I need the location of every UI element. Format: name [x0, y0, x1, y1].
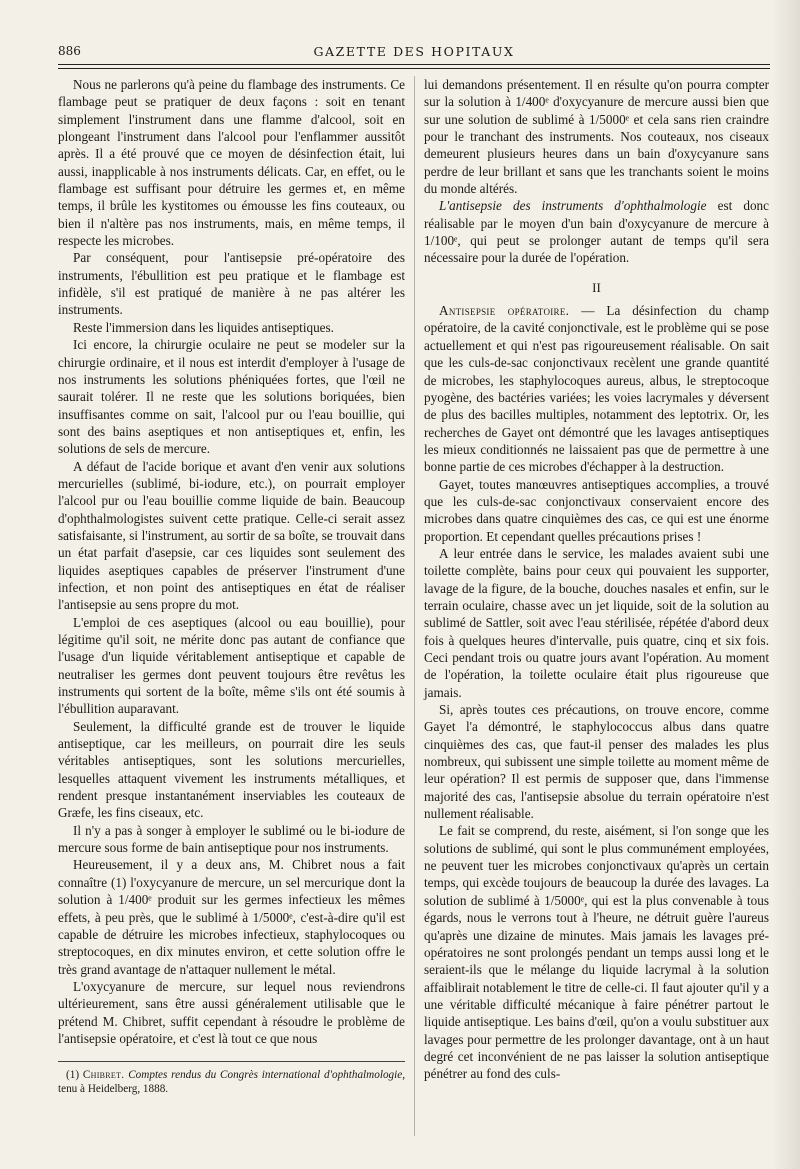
paragraph: L'emploi de ces aseptiques (alcool ou eau bouillie), pour légitime qu'il soit, ne mérite donc pas autant de confiance que l'usage d'un liquide véritablement antiseptique et capable de neutraliser les germes dont peuvent toujours être revêtus les instruments qui sortent de la boîte, même s'ils ont été soumis à l'ébullition auparavant.: [58, 614, 405, 717]
column-separator: [414, 76, 415, 1136]
paragraph: Il n'y a pas à songer à employer le sublimé ou le bi-iodure de mercure sous forme de bain antiseptique pour nos instruments.: [58, 822, 405, 856]
paragraph-rest: est donc réalisable par le moyen d'un bain d'oxycyanure de mercure à 1/100ᵉ, qui peut se prolonger autant de temps qu'il sera nécessaire pour la durée de l'opération.: [424, 198, 769, 266]
paragraph: A leur entrée dans le service, les malades avaient subi une toilette complète, bains pour ceux qui pouvaient les supporter, lavage de la figure, de la bouche, douches nasales et enfin, sur le terrain oculaire, chasse avec un jet liquide, soit de la solution au sublimé de Sattler, soit avec l'eau stérilisée, répétée d'abord deux fois à quelques heures d'intervalle, puis quatre, cinq et six fois. Ceci pendant trois ou quatre jours avant l'opération. Au moment de l'opération, la toilette oculaire était plus rigoureuse que jamais.: [424, 545, 769, 700]
paragraph: Le fait se comprend, du reste, aisément, si l'on songe que les solutions de sublimé, qui sont le plus communément employées, ne peuvent tuer les microbes conjonctivaux qu'après un certain temps, qui excède toujours de beaucoup la durée des lavages. La solution de sublimé à 1/5000ᵉ, qui est la plus convenable à tous égards, nous le verrons tout à l'heure, ne détruit guère l'aureus qu'après une dizaine de minutes. Mais jamais les lavages pré-opératoires ne sont prolongés pendant un temps aussi long et le seraient-ils que le mélange du liquide lacrymal à la solution affaiblirait notablement le titre de celle-ci. Il faut ajouter qu'il y a une véritable difficulté mécanique à faire pénétrer partout le liquide antiseptique. Les bains d'œil, qu'on a voulu substituer aux lavages pour permettre de les prolonger davantage, ont à un haut degré cet inconvénient de ne pas laisser la solution antiseptique pénétrer au fond des culs-: [424, 823, 769, 1082]
paragraph: lui demandons présentement. Il en résulte qu'on pourra compter sur la solution à 1/400ᵉ d'oxycyanure de mercure aussi bien que sur une solution de sublimé à 1/5000ᵉ et cela sans rien craindre pour le tranchant des instruments. Nos couteaux, nos ciseaux demeurent plusieurs heures dans un bain d'oxycyanure sans perdre de leur brillant et sans que les tranchants soient le moins du monde altérés.: [424, 77, 769, 197]
paragraph: Par conséquent, pour l'antisepsie pré-opératoire des instruments, l'ébullition est peu pratique et le flambage est infidèle, s'il est pratiqué de manière à ne pas altérer les instruments.: [58, 250, 405, 318]
header-rule-top: [58, 64, 770, 65]
paragraph: Heureusement, il y a deux ans, M. Chibret nous a fait connaître (1) l'oxycyanure de mercure, un sel mercurique dont la solution à 1/400ᵉ produit sur les germes infectieux les mêmes effets, à peu près, que le sublimé à 1/5000ᵉ, c'est-à-dire qu'il est capable de détruire les microbes infectieux, staphylocoques ou streptocoques, en dix minutes environ, et cette solution offre le très grand avantage de n'attaquer nullement le métal.: [58, 857, 405, 977]
footnote-rest: tenu à Heidelberg, 1888.: [58, 1083, 169, 1096]
page-edge-shadow: [772, 0, 800, 1169]
left-column: [58, 76, 405, 1096]
section-heading-paragraph: [424, 302, 769, 475]
paragraph: Gayet, toutes manœuvres antiseptiques accomplies, a trouvé que les culs-de-sac conjonctivaux conservaient encore des microbes dans quatre cinquièmes des cas, ce qui est une énorme proportion. Et cependant quelles précautions prises !: [424, 476, 769, 544]
section-title: Antisepsie opératoire.: [439, 303, 570, 319]
page-header: [58, 44, 770, 62]
section-text: — La désinfection du champ opératoire, de la cavité conjonctivale, est le problème qui se pose actuellement et qui n'est pas rigoureusement réalisable. On sait que les culs-de-sac conjonctivaux recèlent une grande quantité de microbes, les staphylocoques aureus, albus, le streptocoque pyogène, des bactéries variées; les voies lacrymales y déversent de plus des bacilles multiples, notamment des leptotrix. Or, les recherches de Gayet ont démontré que les lavages antiseptiques les mieux conditionnés ne laissaient pas que de permettre à une bonne partie de ces microbes d'échapper à la destruction.: [424, 303, 770, 475]
footnote-author: Chibret.: [82, 1069, 125, 1082]
page-number: 886: [58, 44, 81, 58]
paragraph: Si, après toutes ces précautions, on trouve encore, comme Gayet l'a démontré, le staphylococcus albus dans quatre cinquièmes des cas, que faut-il penser des malades les plus nombreux, qui subissent une simple toilette au moment même de leur opération? Il est permis de supposer que, dans l'immense majorité des cas, l'antisepsie absolue du terrain opératoire n'est nullement réalisable.: [424, 702, 769, 822]
paragraph: L'oxycyanure de mercure, sur lequel nous reviendrons ultérieurement, sans être aussi généralement utilisable que le prétend M. Chibret, suffit cependant à résoudre le problème de l'antisepsie opératoire, et c'est là tout ce que nous: [58, 978, 405, 1046]
paragraph: Seulement, la difficulté grande est de trouver le liquide antiseptique, car les meilleurs, on pourrait dire les seuls véritables antiseptiques, sont les solutions mercurielles, lesquelles attaquent vivement les instruments métalliques, et rendent presque instantanément inserviables les couteaux de Græfe, les fins ciseaux, etc.: [58, 718, 405, 821]
footnote: [58, 1068, 405, 1096]
paragraph: [424, 197, 769, 266]
paragraph: Ici encore, la chirurgie oculaire ne peut se modeler sur la chirurgie ordinaire, et il nous est interdit d'employer à l'usage de nos instruments les solutions phéniquées fortes, que l'œil ne saurait tolérer. Il ne reste que les solutions boriquées, bien insuffisantes comme on sait, l'alcool pur ou l'eau bouillie, qui sont des bains aseptiques et non antiseptiques et, enfin, les solutions de sels de mercure.: [58, 337, 405, 457]
header-rule-bottom: [58, 68, 770, 69]
paragraph: Reste l'immersion dans les liquides antiseptiques.: [73, 319, 334, 335]
italic-lead: L'antisepsie des instruments d'ophthalmologie: [439, 198, 707, 214]
section-number: II: [592, 279, 601, 295]
running-title: GAZETTE DES HOPITAUX: [313, 44, 515, 59]
footnotes: [58, 1061, 405, 1096]
paragraph: A défaut de l'acide borique et avant d'en venir aux solutions mercurielles (sublimé, bi-iodure, etc.), on pourrait employer l'alcool pur ou l'eau bouillie comme liquide de bain. Beaucoup d'ophthalmologistes suivent cette pratique. Celle-ci serait assez satisfaisante, si l'instrument, au sortir de sa boîte, se trouvait dans un état parfait d'asepsie, car ces liquides sont seulement des liquides aseptiques capables de préserver l'instrument d'une infection, et non point des antiseptiques en état de réaliser l'antisepsie au sens propre du mot.: [58, 458, 405, 613]
footnote-title: Comptes rendus du Congrès international d'ophthalmologie,: [128, 1069, 406, 1082]
right-column: [424, 76, 769, 1083]
footnote-marker: (1): [66, 1069, 80, 1082]
paragraph: Nous ne parlerons qu'à peine du flambage des instruments. Ce flambage peut se pratiquer de deux façons : soit en tenant simplement l'instrument dans une flamme d'alcool, soit en plongeant l'instrument dans l'alcool pour l'enflammer aussitôt après. Il a été prouvé que ce moyen de désinfection était, lui aussi, inapplicable à nos instruments délicats. Car, en effet, ou le flambage est suffisant pour détruire les germes et, en même temps, il brûle les kystitomes ou émousse les fins couteaux, ou bien il n'altère pas nos instruments, mais, en même temps, il respecte les microbes.: [58, 77, 405, 249]
